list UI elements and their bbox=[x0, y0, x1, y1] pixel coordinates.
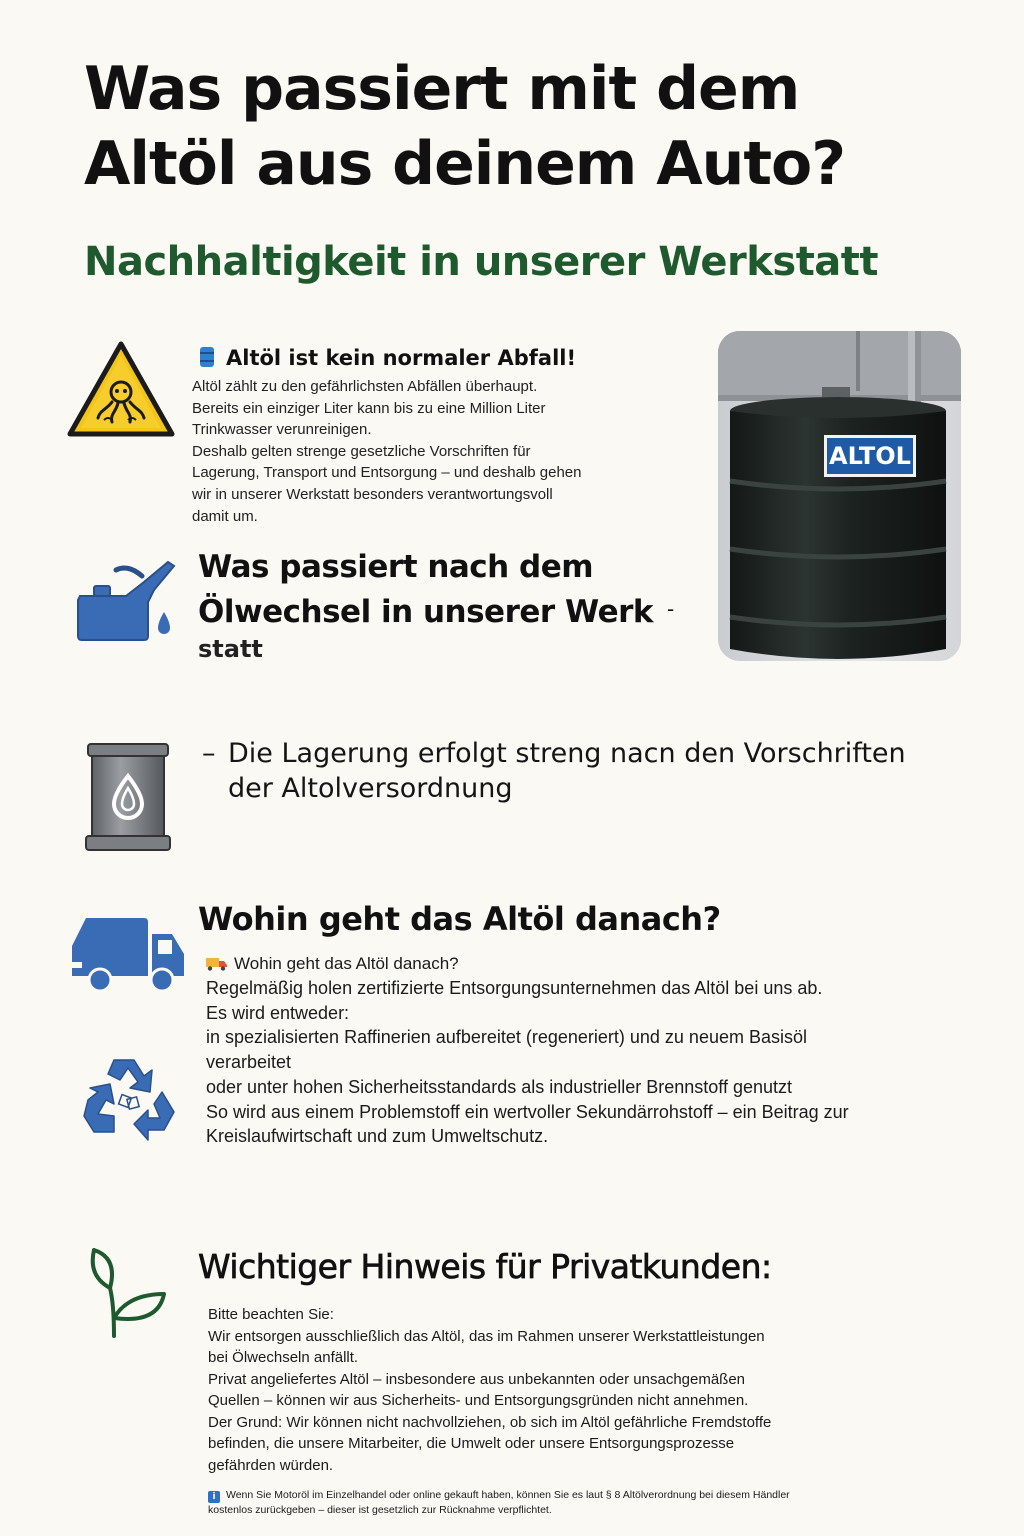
warning-line: Deshalb gelten strenge gesetzliche Vorschriften für bbox=[192, 442, 531, 460]
page-title bbox=[84, 52, 944, 202]
disposal-heading: Wohin geht das Altöl danach? bbox=[198, 900, 721, 938]
warning-line: Lagerung, Transport und Entsorgung – und deshalb gehen bbox=[192, 464, 582, 482]
oil-can-icon bbox=[72, 556, 182, 644]
barrel-emoji-icon bbox=[198, 346, 216, 368]
page-subtitle: Nachhaltigkeit in unserer Werkstatt bbox=[84, 239, 879, 285]
leaf-icon bbox=[84, 1244, 174, 1340]
disposal-line: Regelmäßig holen zertifizierte Entsorgungsunternehmen das Altöl bei uns ab. bbox=[206, 978, 823, 998]
notice-line: Quellen – können wir aus Sicherheits- und Entsorgungsgründen nicht annehmen. bbox=[208, 1392, 749, 1409]
disposal-line: Kreislaufwirtschaft und zum Umweltschutz. bbox=[206, 1126, 549, 1147]
warning-line: damit um. bbox=[192, 507, 258, 525]
disposal-line: Es wird entweder: bbox=[206, 1002, 350, 1023]
warning-line: Trinkwasser verunreinigen. bbox=[192, 421, 372, 439]
disposal-subheading: Wohin geht das Altöl danach? bbox=[206, 952, 459, 976]
notice-text bbox=[208, 1304, 771, 1476]
warning-title bbox=[198, 346, 576, 370]
notice-line: befinden, die unsere Mitarbeiter, die Umwelt oder unsere Entsorgungsprozesse bbox=[208, 1435, 735, 1452]
title-line-1: Was passiert mit dem bbox=[84, 54, 800, 124]
disposal-line: in spezialisierten Raffinerien aufbereitet (regeneriert) und zu neuem Basisöl bbox=[206, 1027, 807, 1048]
info-icon: i bbox=[208, 1491, 220, 1503]
storage-line-2: der Altolversordnung bbox=[228, 773, 513, 804]
disposal-line: oder unter hohen Sicherheitsstandards als industrieller Brennstoff genutzt bbox=[206, 1076, 793, 1097]
notice-line: Wir entsorgen ausschließlich das Altöl, das im Rahmen unserer Werkstattleistungen bbox=[208, 1327, 765, 1345]
warning-line: wir in unserer Werkstatt besonders verantwortungsvoll bbox=[192, 485, 553, 503]
truck-icon bbox=[66, 912, 186, 994]
notice-line: bei Ölwechseln anfällt. bbox=[208, 1349, 359, 1366]
title-line-2: Altöl aus deinem Auto? bbox=[84, 129, 846, 199]
oil-barrel-icon bbox=[80, 742, 176, 854]
notice-heading: Wichtiger Hinweis für Privatkunden: bbox=[198, 1247, 772, 1286]
storage-line-1: Die Lagerung erfolgt streng nacn den Vorschriften bbox=[228, 738, 906, 769]
notice-line: Bitte beachten Sie: bbox=[208, 1306, 334, 1323]
warning-line: Bereits ein einziger Liter kann bis zu eine Million Liter bbox=[192, 399, 546, 417]
biohazard-warning-icon bbox=[66, 340, 176, 440]
disposal-line: So wird aus einem Problemstoff ein wertvoller Sekundärrohstoff – ein Beitrag zur bbox=[206, 1101, 849, 1122]
warning-text bbox=[192, 376, 581, 527]
oil-change-heading bbox=[198, 546, 674, 663]
storage-bullet: – bbox=[202, 738, 216, 769]
notice-line: Privat angeliefertes Altöl – insbesondere aus unbekannten oder unsachgemäßen bbox=[208, 1370, 746, 1388]
disposal-text bbox=[206, 976, 849, 1149]
warning-title-text: Altöl ist kein normaler Abfall! bbox=[226, 346, 577, 370]
altol-label: ALTOL bbox=[829, 442, 911, 470]
notice-line: Der Grund: Wir können nicht nachvollziehen, ob sich im Altöl gefährliche Fremdstoffe bbox=[208, 1413, 772, 1431]
notice-footnote: i Wenn Sie Motoröl im Einzelhandel oder online gekauft haben, können Sie es laut § 8 Altölverordnung bei diesem Händler kostenlos zurückgeben – dieser ist gesetzlich zur Rücknahme verpflichtet. bbox=[208, 1489, 790, 1516]
oil-change-title-3: statt bbox=[198, 635, 263, 663]
storage-text bbox=[202, 736, 906, 806]
disposal-line: verarbeitet bbox=[206, 1052, 292, 1073]
notice-line: gefährden würden. bbox=[208, 1456, 334, 1474]
warning-line: Altöl zählt zu den gefährlichsten Abfällen überhaupt. bbox=[192, 378, 538, 395]
truck-emoji-icon bbox=[206, 954, 228, 968]
oil-change-title-2: Ölwechsel in unserer Werk - bbox=[198, 594, 674, 630]
oil-change-title-1: Was passiert nach dem bbox=[198, 549, 594, 585]
recycle-icon bbox=[78, 1052, 182, 1148]
altol-barrel-photo bbox=[718, 331, 961, 661]
